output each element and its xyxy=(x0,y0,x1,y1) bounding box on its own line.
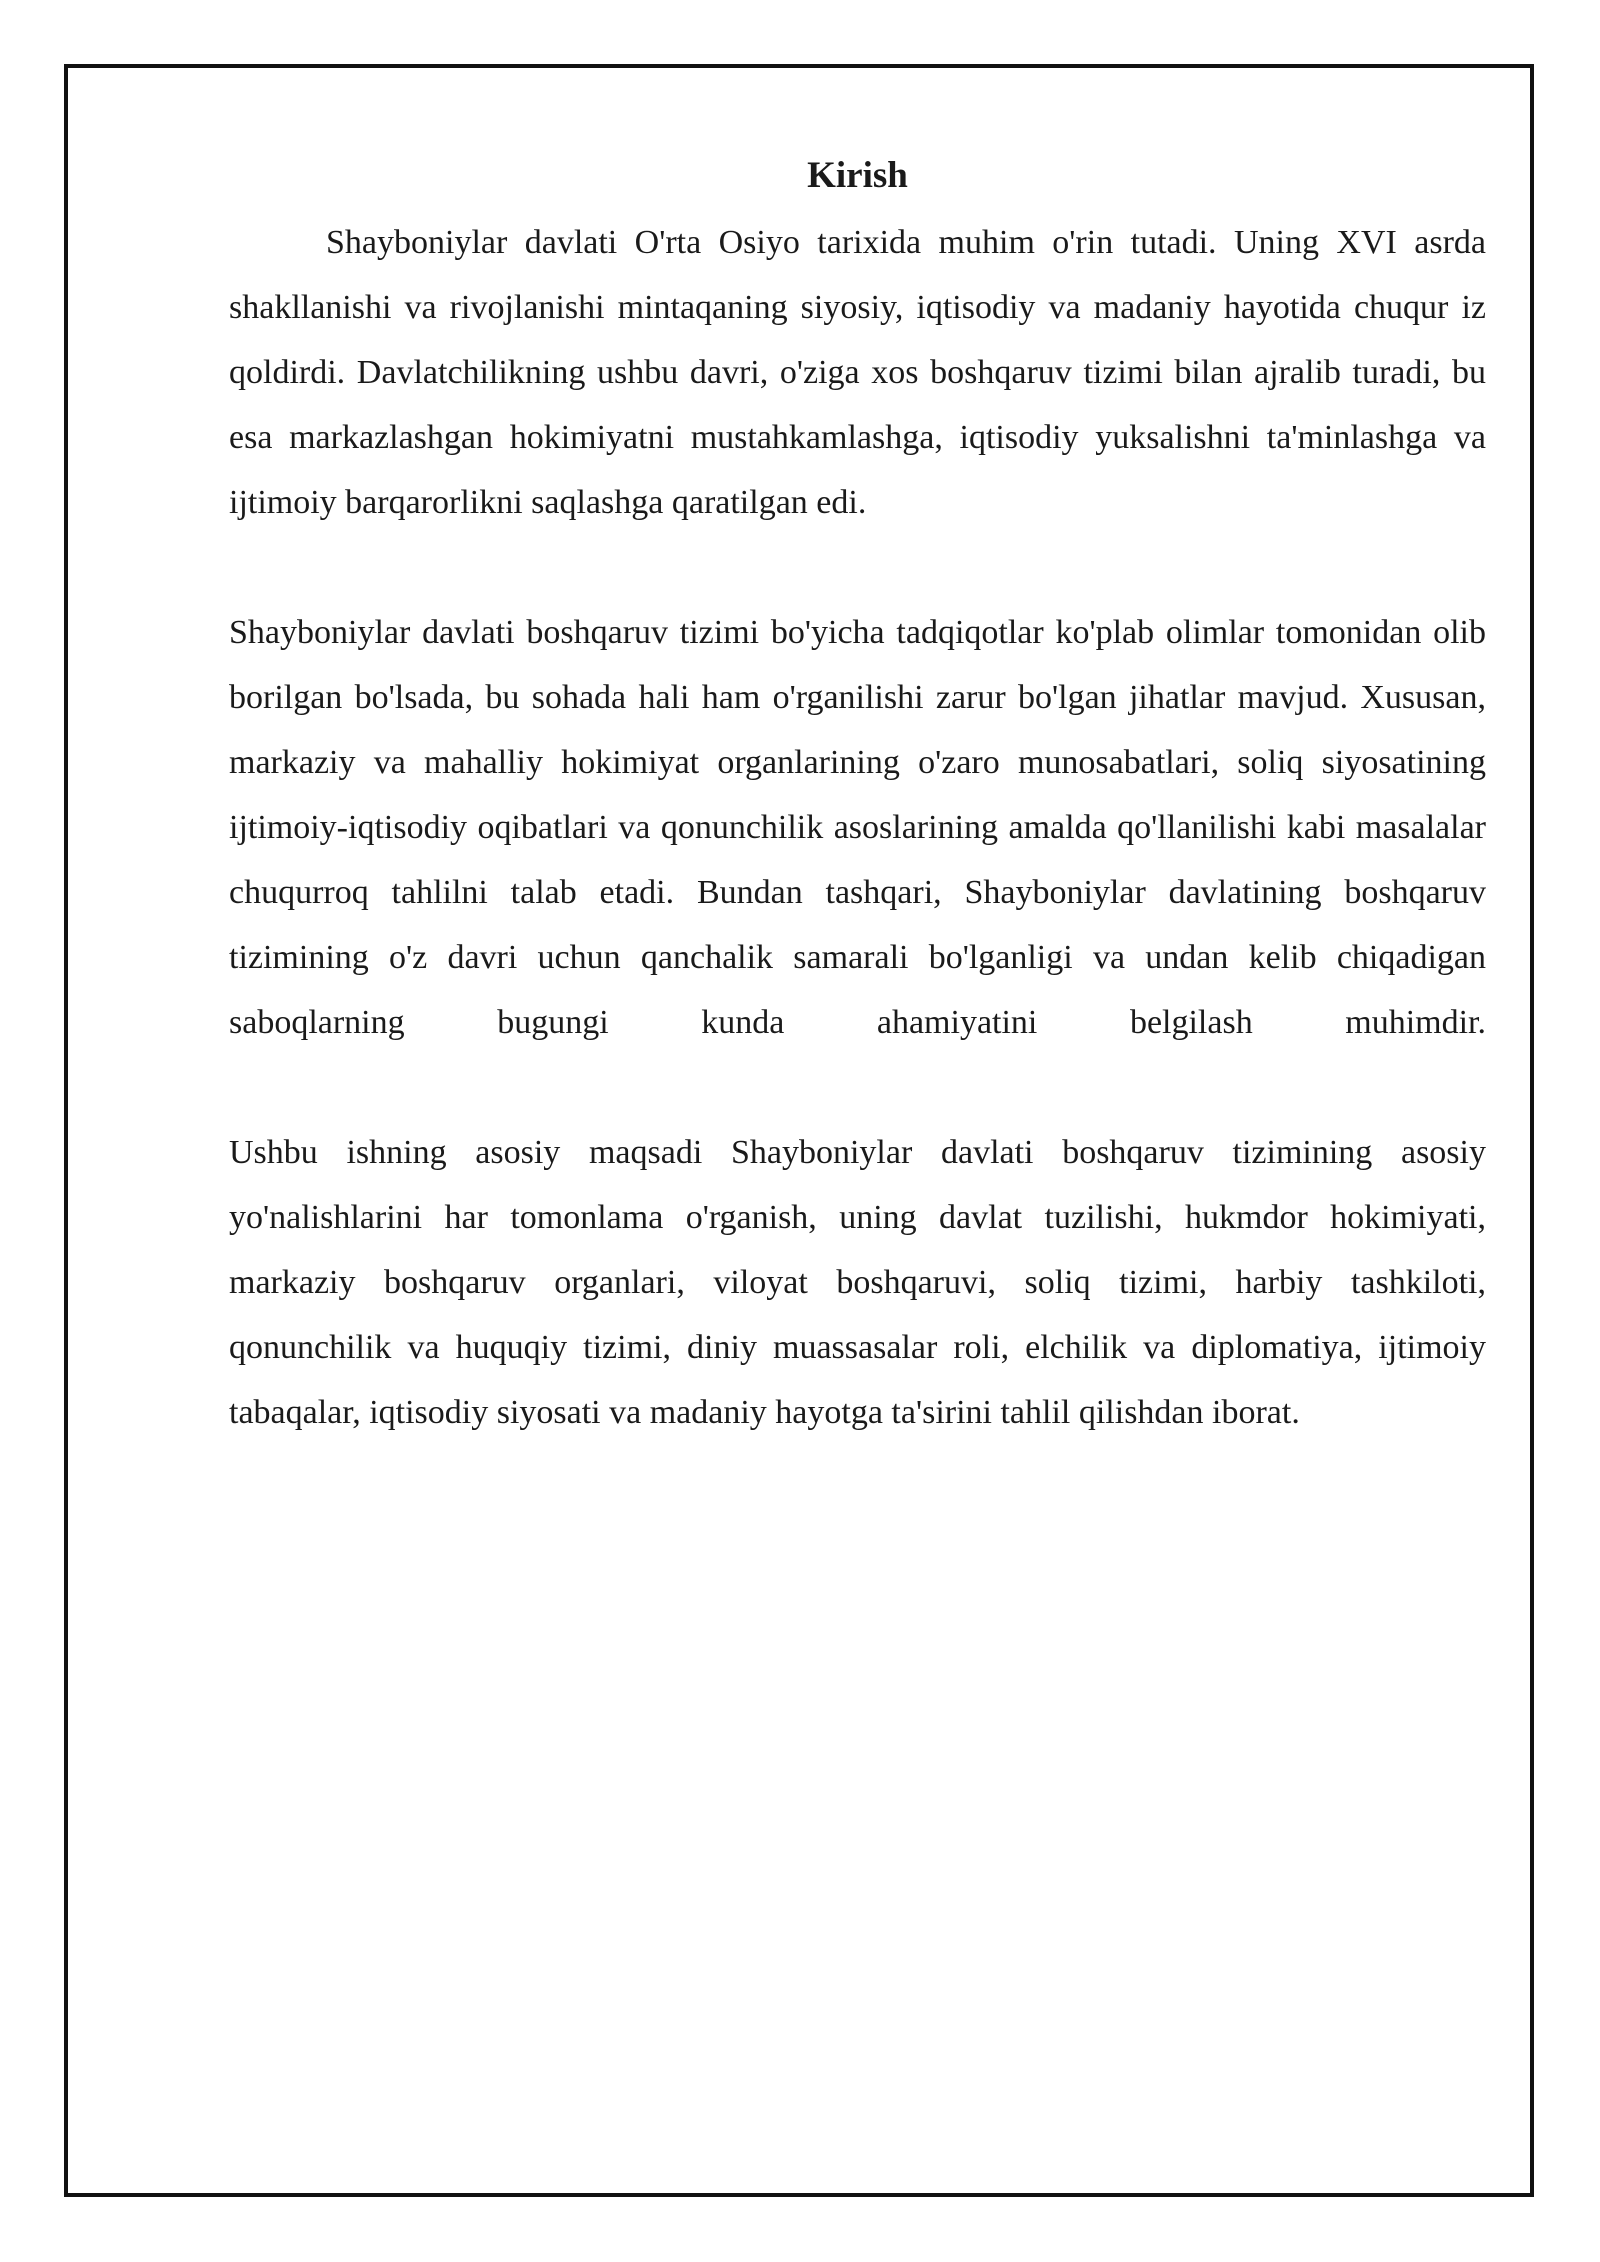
paragraph-research: Shayboniylar davlati boshqaruv tizimi bo'yicha tadqiqotlar ko'plab olimlar tomonidan olib borilgan bo'lsada, bu sohada hali ham o'rganilishi zarur bo'lgan jihatlar mavjud. Xususan, markaziy va mahalliy hokimiyat organlarining o'zaro munosabatlari, soliq siyosatining ijtimoiy-iqtisodiy oqibatlari va qonunchilik asoslarining amalda qo'llanilishi kabi masalalar chuqurroq tahlilni talab etadi. Bundan tashqari, Shayboniylar davlatining boshqaruv tizimining o'z davri uchun qanchalik samarali bo'lganligi va undan kelib chiqadigan saboqlarning bugungi kunda ahamiyatini belgilash muhimdir. xyxy=(229,614,1486,1041)
document-body xyxy=(229,146,1486,1445)
paragraph-intro: Shayboniylar davlati O'rta Osiyo tarixida muhim o'rin tutadi. Uning XVI asrda shakllanishi va rivojlanishi mintaqaning siyosiy, iqtisodiy va madaniy hayotida chuqur iz qoldirdi. Davlatchilikning ushbu davri, o'ziga xos boshqaruv tizimi bilan ajralib turadi, bu esa markazlashgan hokimiyatni mustahkamlashga, iqtisodiy yuksalishni ta'minlashga va ijtimoiy barqarorlikni saqlashga qaratilgan edi. xyxy=(229,224,1486,521)
paragraph-goal: Ushbu ishning asosiy maqsadi Shayboniylar davlati boshqaruv tizimining asosiy yo'nalishlarini har tomonlama o'rganish, uning davlat tuzilishi, hukmdor hokimiyati, markaziy boshqaruv organlari, viloyat boshqaruvi, soliq tizimi, harbiy tashkiloti, qonunchilik va huquqiy tizimi, diniy muassasalar roli, elchilik va diplomatiya, ijtimoiy tabaqalar, iqtisodiy siyosati va madaniy hayotga ta'sirini tahlil qilishdan iborat. xyxy=(229,1134,1486,1431)
page-title: Kirish xyxy=(807,155,908,196)
